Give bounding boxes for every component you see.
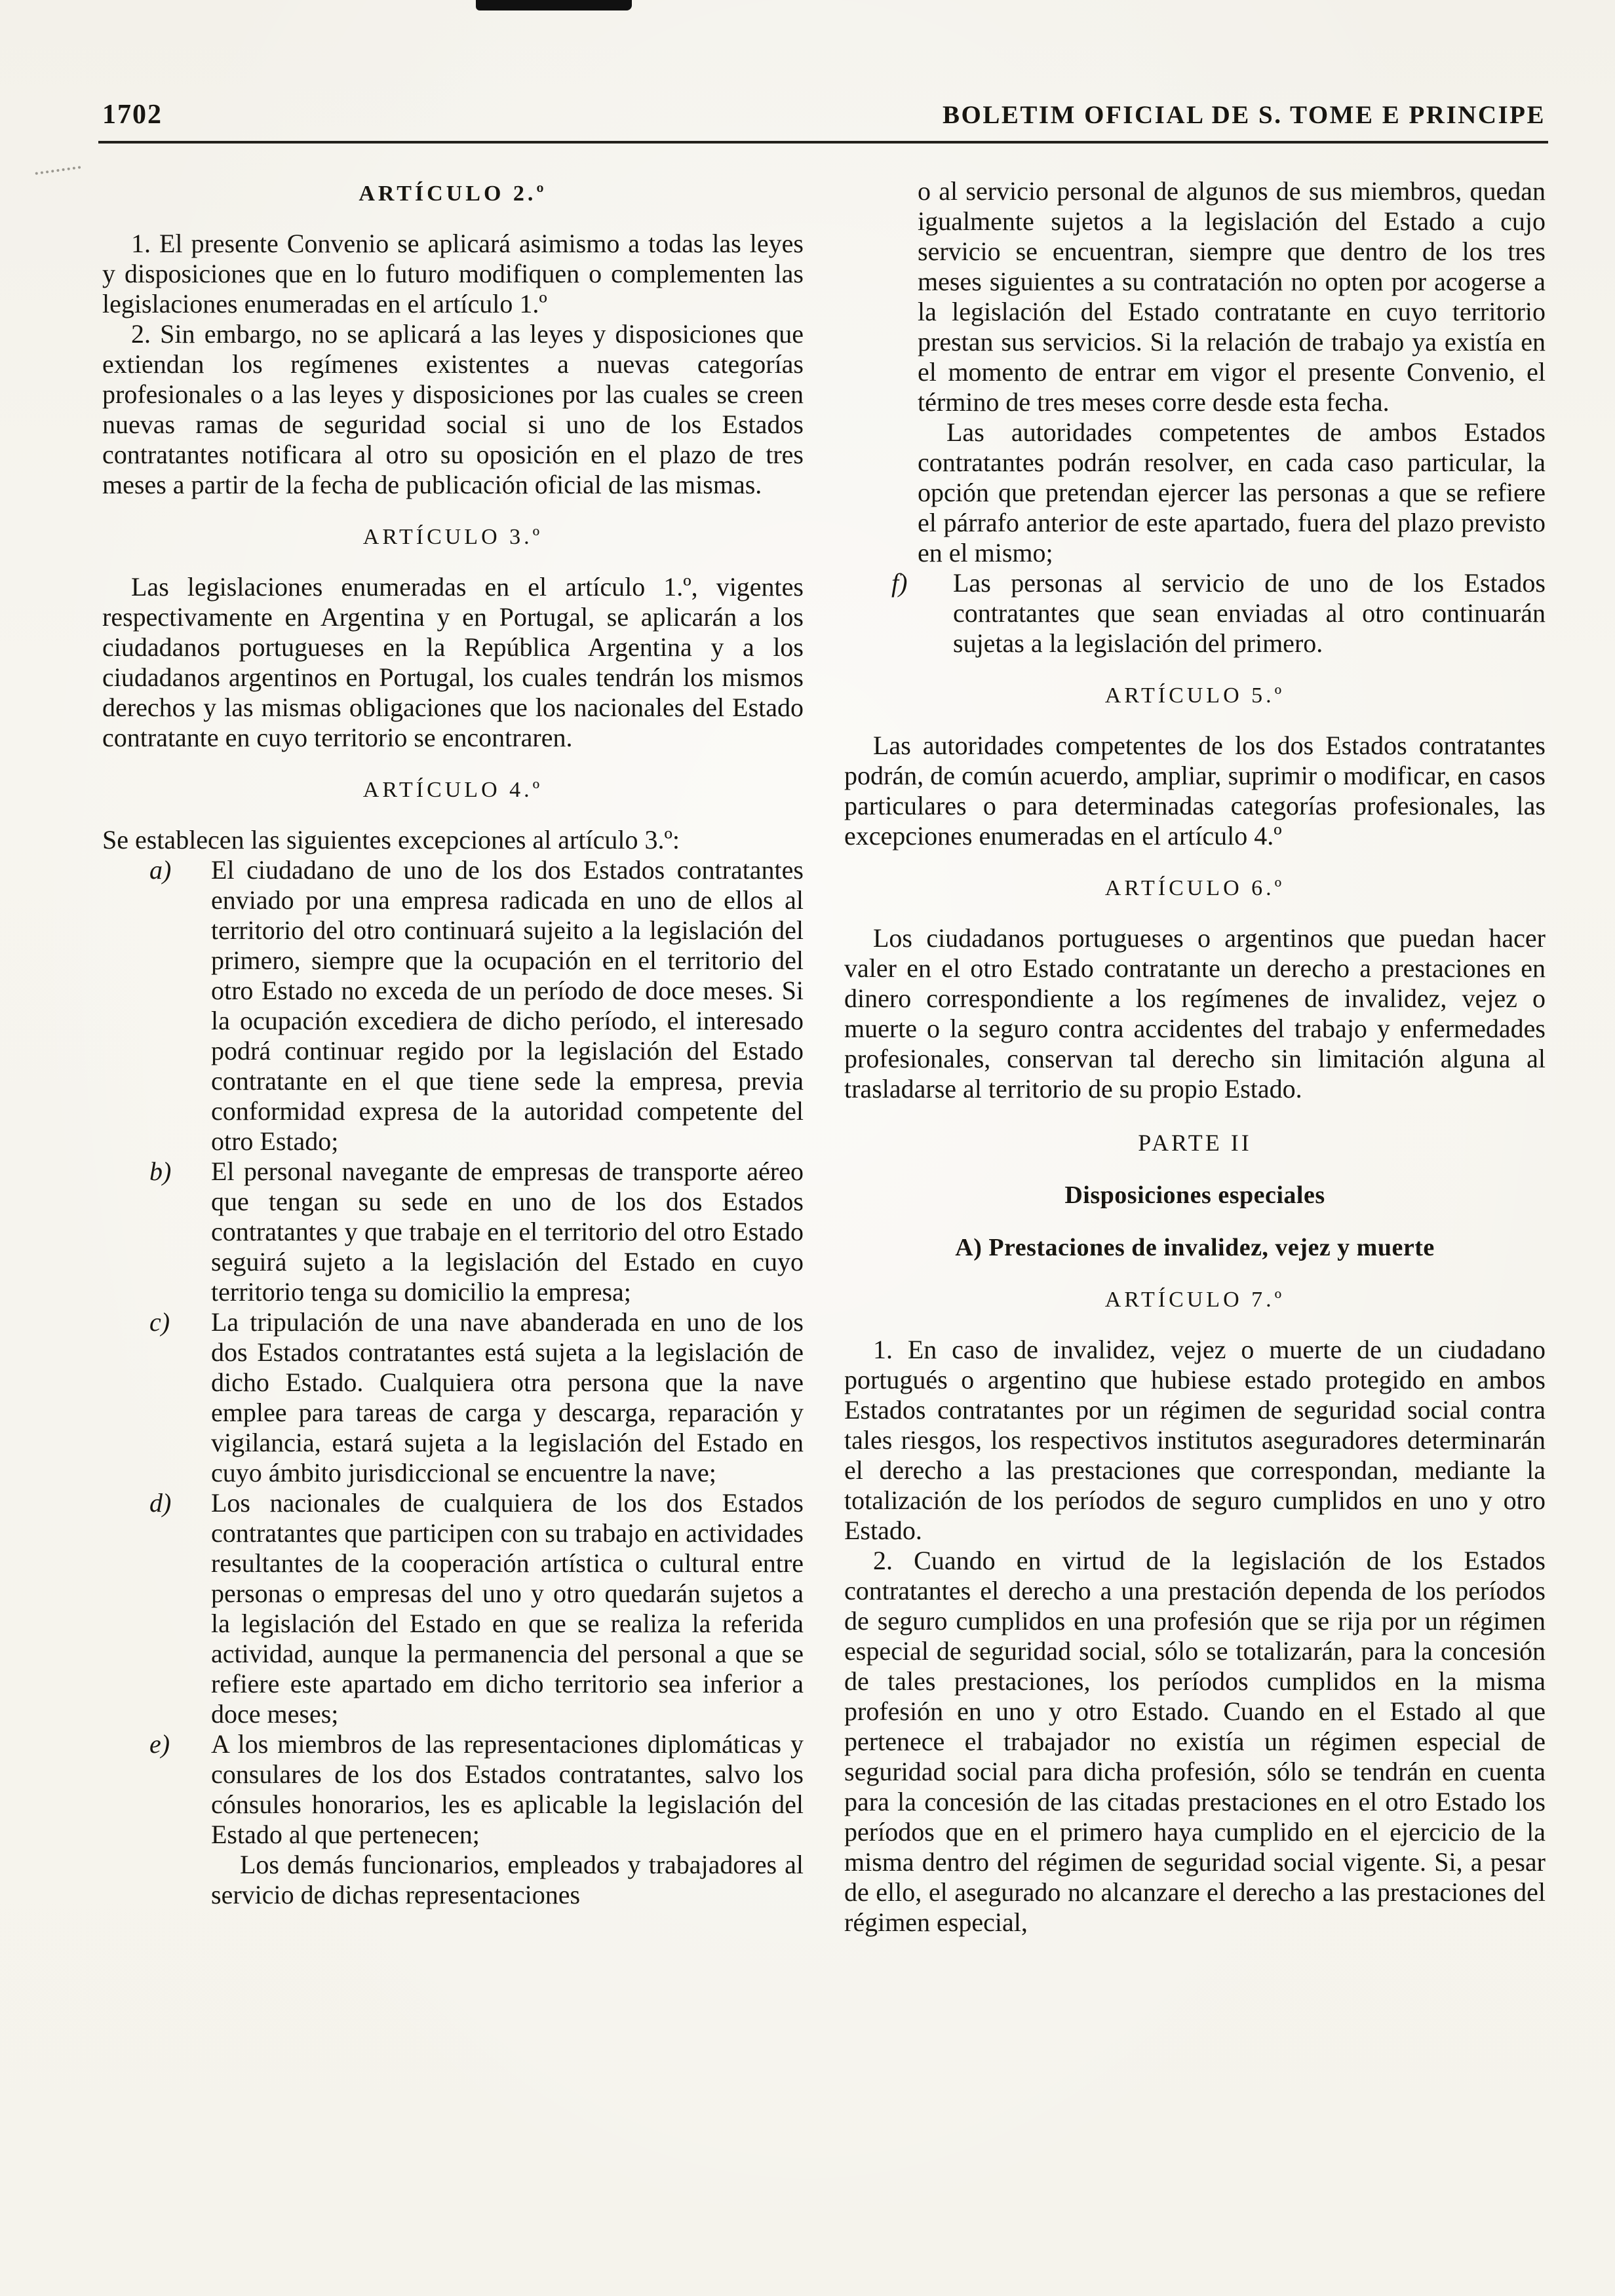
right-column <box>844 176 1546 1938</box>
article-4-heading: ARTÍCULO 4.º <box>362 778 543 802</box>
article-6-heading: ARTÍCULO 6.º <box>1104 876 1285 900</box>
list-item-d-text: Los nacionales de cualquiera de los dos Estados contratantes que participen con su trabajo en actividades resultantes de la cooperación artística o cultural entre personas o empresas del uno y otro quedarán sujetos a la legislación del Estado en que se realiza la referida actividad, aunque la permanencia del personal a que se refiere este apartado em dicho territorio sea inferior a doce meses; <box>211 1488 804 1729</box>
article-2-heading: ARTÍCULO 2.º <box>359 182 547 206</box>
list-item-a-text: El ciudadano de uno de los dos Estados contratantes enviado por una empresa radicada en uno de ellos al territorio del otro continuará sujeito a la legislación del primero, siempre que la ocupación en el territorio del otro Estado no exceda de un período de doce meses. Si la ocupación excediera de dicho período, el interesado podrá continuar regido por la legislación del Estado contratante en el que tiene sede la empresa, previa conformidad expresa de la autoridad competente del otro Estado; <box>211 855 804 1156</box>
list-item-d <box>102 1488 804 1729</box>
section-a-heading: A) Prestaciones de invalidez, vejez y muerte <box>955 1234 1435 1261</box>
left-column <box>102 176 804 1938</box>
list-marker-a: a) <box>149 855 172 885</box>
item-e-continued-block <box>844 176 1546 568</box>
article-7-paragraph-2: 2. Cuando en virtud de la legislación de los Estados contratantes el derecho a una prestación dependa de los períodos de seguro cumplidos en una profesión que se rija por un régimen especial de seguridad social, sólo se totalizarán, para la concesión de tales prestaciones, los períodos cumplidos en la misma profesión en uno y otro Estado. Cuando en el Estado al que pertenece el trabajador no existía un régimen especial de seguridad social para dicha profesión, sólo se tendrán en cuenta para la concesión de las citadas prestaciones en el otro Estado los períodos que en el primero haya cumplido en el ejercicio de la misma dentro del régimen de seguridad social vigente. Si, a pesar de ello, el asegurado no alcanzare el derecho a las prestaciones del régimen especial, <box>844 1546 1546 1937</box>
page-number: 1702 <box>102 100 163 130</box>
article-3-paragraph-1: Las legislaciones enumeradas en el artículo 1.º, vigentes respectivamente en Argentina y en Portugal, se aplicarán a los ciudadanos portugueses en la República Argentina y a los ciudadanos argentinos en Portugal, los cuales tendrán los mismos derechos y las mismas obligaciones que los nacionales del Estado contratante en cuyo territorio se encontraren. <box>102 572 804 752</box>
list-item-e <box>102 1729 804 1910</box>
list-marker-e: e) <box>149 1729 170 1759</box>
list-item-b-text: El personal navegante de empresas de transporte aéreo que tengan su sede en uno de los dos Estados contratantes y que trabaje en el territorio del otro Estado seguirá sujeto a la legislación del Estado en cuyo territorio tenga su domicilio la empresa; <box>211 1157 804 1307</box>
scan-artifact-top <box>476 0 632 10</box>
list-item-b <box>102 1157 804 1307</box>
item-e-continued-paragraph-2: Las autoridades competentes de ambos Estados contratantes podrán resolver, en cada caso particular, la opción que pretendan ejercer las personas a que se refiere el párrafo anterior de este apartado, fuera del plazo previsto en el mismo; <box>918 417 1546 567</box>
disposiciones-especiales-heading: Disposiciones especiales <box>1064 1181 1325 1209</box>
article-2-paragraph-2: 2. Sin embargo, no se aplicará a las leyes y disposiciones que extiendan los regímenes existentes a nuevas categorías profesionales o a las leyes y disposiciones por las cuales se creen nuevas ramas de seguridad social si uno de los Estados contratantes notificara al otro su oposición en el plazo de tres meses a partir de la fecha de publicación oficial de las mismas. <box>102 319 804 499</box>
list-item-f-text: Las personas al servicio de uno de los Estados contratantes que sean enviadas al otro continuarán sujetas a la legislación del primero. <box>953 568 1546 658</box>
article-2-paragraph-1: 1. El presente Convenio se aplicará asimismo a todas las leyes y disposiciones que en lo futuro modifiquen o complementen las legislaciones enumeradas en el artículo 1.º <box>102 229 804 318</box>
list-item-c <box>102 1307 804 1488</box>
article-3-heading: ARTÍCULO 3.º <box>362 525 543 549</box>
parte-2-heading: PARTE II <box>1138 1130 1252 1156</box>
list-marker-c: c) <box>149 1307 170 1337</box>
list-marker-d: d) <box>149 1488 172 1518</box>
list-item-e-text: A los miembros de las representaciones diplomáticas y consulares de los dos Estados contratantes, salvo los cónsules honorarios, les es aplicable la legislación del Estado al que pertenecen; <box>211 1729 804 1849</box>
list-item-c-text: La tripulación de una nave abanderada en uno de los dos Estados contratantes está sujeta a la legislación de dicho Estado. Cualquiera otra persona que la nave emplee para tareas de carga y descarga, reparación y vigilancia, estará sujeta a la legislación del Estado en cuyo ámbito jurisdiccional se encuentre la nave; <box>211 1307 804 1487</box>
list-item-f <box>844 568 1546 659</box>
text-columns <box>0 144 1615 1938</box>
list-item-e-continuation: Los demás funcionarios, empleados y trabajadores al servicio de dichas representaciones <box>211 1850 804 1909</box>
article-6-paragraph-1: Los ciudadanos portugueses o argentinos que puedan hacer valer en el otro Estado contratante un derecho a prestaciones en dinero correspondiente a los regímenes de invalidez, vejez o muerte o la seguro contra accidentes del trabajo y enfermedades profesionales, conservan tal derecho sin limitación alguna al trasladarse al territorio de su propio Estado. <box>844 923 1546 1103</box>
bulletin-title: BOLETIM OFICIAL DE S. TOME E PRINCIPE <box>943 101 1546 129</box>
list-item-a <box>102 855 804 1157</box>
page-header <box>0 0 1615 141</box>
list-marker-f: f) <box>891 568 908 598</box>
article-5-heading: ARTÍCULO 5.º <box>1104 683 1285 708</box>
list-marker-b: b) <box>149 1157 172 1186</box>
article-7-heading: ARTÍCULO 7.º <box>1104 1288 1285 1312</box>
item-e-continued-paragraph-1: o al servicio personal de algunos de sus miembros, quedan igualmente sujetos a la legislación del Estado a cujo servicio se encuentran, siempre que dentro de los tres meses siguientes a su contratación no opten por acogerse a la legislación del Estado contratante en cuyo territorio prestan sus servicios. Si la relación de trabajo ya existía en el momento de entrar em vigor el presente Convenio, el término de tres meses corre desde esta fecha. <box>918 176 1546 417</box>
article-4-intro: Se establecen las siguientes excepciones al artículo 3.º: <box>102 825 680 854</box>
article-7-paragraph-1: 1. En caso de invalidez, vejez o muerte de un ciudadano portugués o argentino que hubiese estado protegido en ambos Estados contratantes por un régimen de seguridad social contra tales riesgos, los respectivos institutos aseguradores determinarán el derecho a las prestaciones que correspondan, mediante la totalización de los períodos de seguro cumplidos en uno y otro Estado. <box>844 1335 1546 1545</box>
article-5-paragraph-1: Las autoridades competentes de los dos Estados contratantes podrán, de común acuerdo, ampliar, suprimir o modificar, en casos particulares o para determinadas categorías profesionales, las excepciones enumeradas en el artículo 4.º <box>844 731 1546 851</box>
